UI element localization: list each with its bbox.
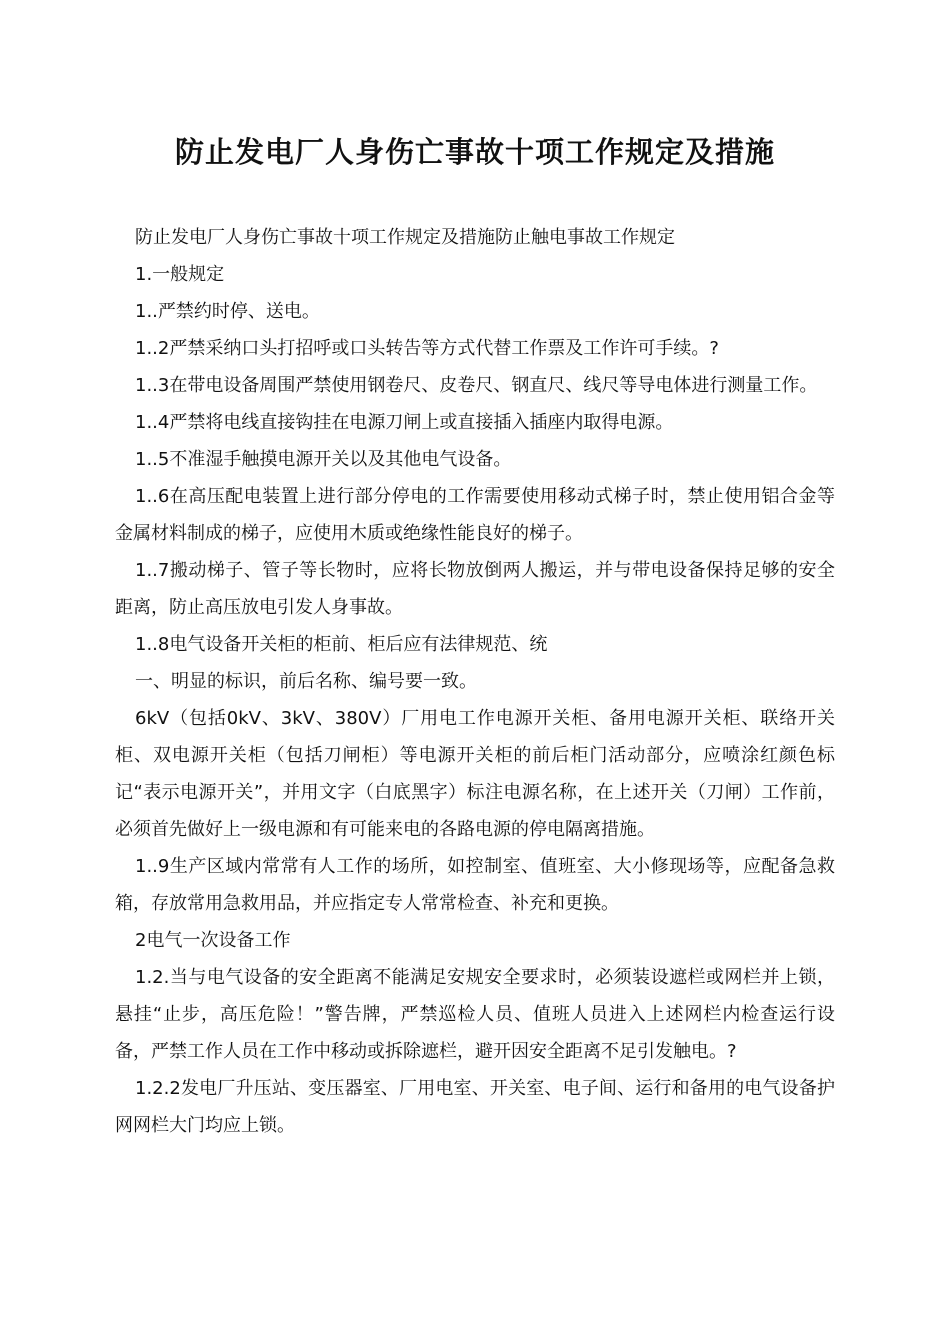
paragraph-1-9: 1..9生产区域内常常有人工作的场所，如控制室、值班室、大小修现场等，应配备急救箱，存放常用急救用品，并应指定专人常常检查、补充和更换。 (115, 856, 835, 914)
paragraph-1-6: 1..6在高压配电装置上进行部分停电的工作需要使用移动式梯子时，禁止使用铝合金等金属材料制成的梯子，应使用木质或绝缘性能良好的梯子。 (115, 486, 835, 544)
paragraph-1-5: 1..5不准湿手触摸电源开关以及其他电气设备。 (135, 449, 512, 470)
paragraph-1-2: 1..2严禁采纳口头打招呼或口头转告等方式代替工作票及工作许可手续。? (135, 338, 719, 359)
paragraph-1-3: 1..3在带电设备周围严禁使用钢卷尺、皮卷尺、钢直尺、线尺等导电体进行测量工作。 (135, 375, 818, 396)
paragraph-switchgear: 6kV（包括0kV、3kV、380V）厂用电工作电源开关柜、备用电源开关柜、联络开关柜、双电源开关柜（包括刀闸柜）等电源开关柜的前后柜门活动部分，应喷涂红颜色标记“表示电源开关”，并用文字（白底黑字）标注电源名称，在上述开关（刀闸）工作前，必须首先做好上一级电源和有可能来电的各路电源的停电隔离措施。 (115, 708, 835, 840)
paragraph-section-1-heading: 1.一般规定 (135, 264, 225, 285)
paragraph-1-1: 1..严禁约时停、送电。 (135, 301, 320, 322)
paragraph-2-2: 1.2.2发电厂升压站、变压器室、厂用电室、开关室、电子间、运行和备用的电气设备护网网栏大门均应上锁。 (115, 1078, 835, 1136)
paragraph-1-7: 1..7搬动梯子、管子等长物时，应将长物放倒两人搬运，并与带电设备保持足够的安全距离，防止高压放电引发人身事故。 (115, 560, 835, 618)
document-title: 防止发电厂人身伤亡事故十项工作规定及措施 (174, 135, 775, 169)
paragraph-1-8-continued: 一、明显的标识，前后名称、编号要一致。 (135, 671, 477, 692)
paragraph-section-2-heading: 2电气一次设备工作 (135, 930, 291, 951)
paragraph-2-1: 1.2.当与电气设备的安全距离不能满足安规安全要求时，必须装设遮栏或网栏并上锁，悬挂“止步，高压危险！”警告牌，严禁巡检人员、值班人员进入上述网栏内检查运行设备，严禁工作人员在工作中移动或拆除遮栏，避开因安全距离不足引发触电。? (115, 967, 835, 1062)
document-body (115, 219, 835, 1144)
paragraph-1-8: 1..8电气设备开关柜的柜前、柜后应有法律规范、统 (135, 634, 548, 655)
paragraph-intro: 防止发电厂人身伤亡事故十项工作规定及措施防止触电事故工作规定 (135, 227, 675, 248)
paragraph-1-4: 1..4严禁将电线直接钩挂在电源刀闸上或直接插入插座内取得电源。 (135, 412, 674, 433)
